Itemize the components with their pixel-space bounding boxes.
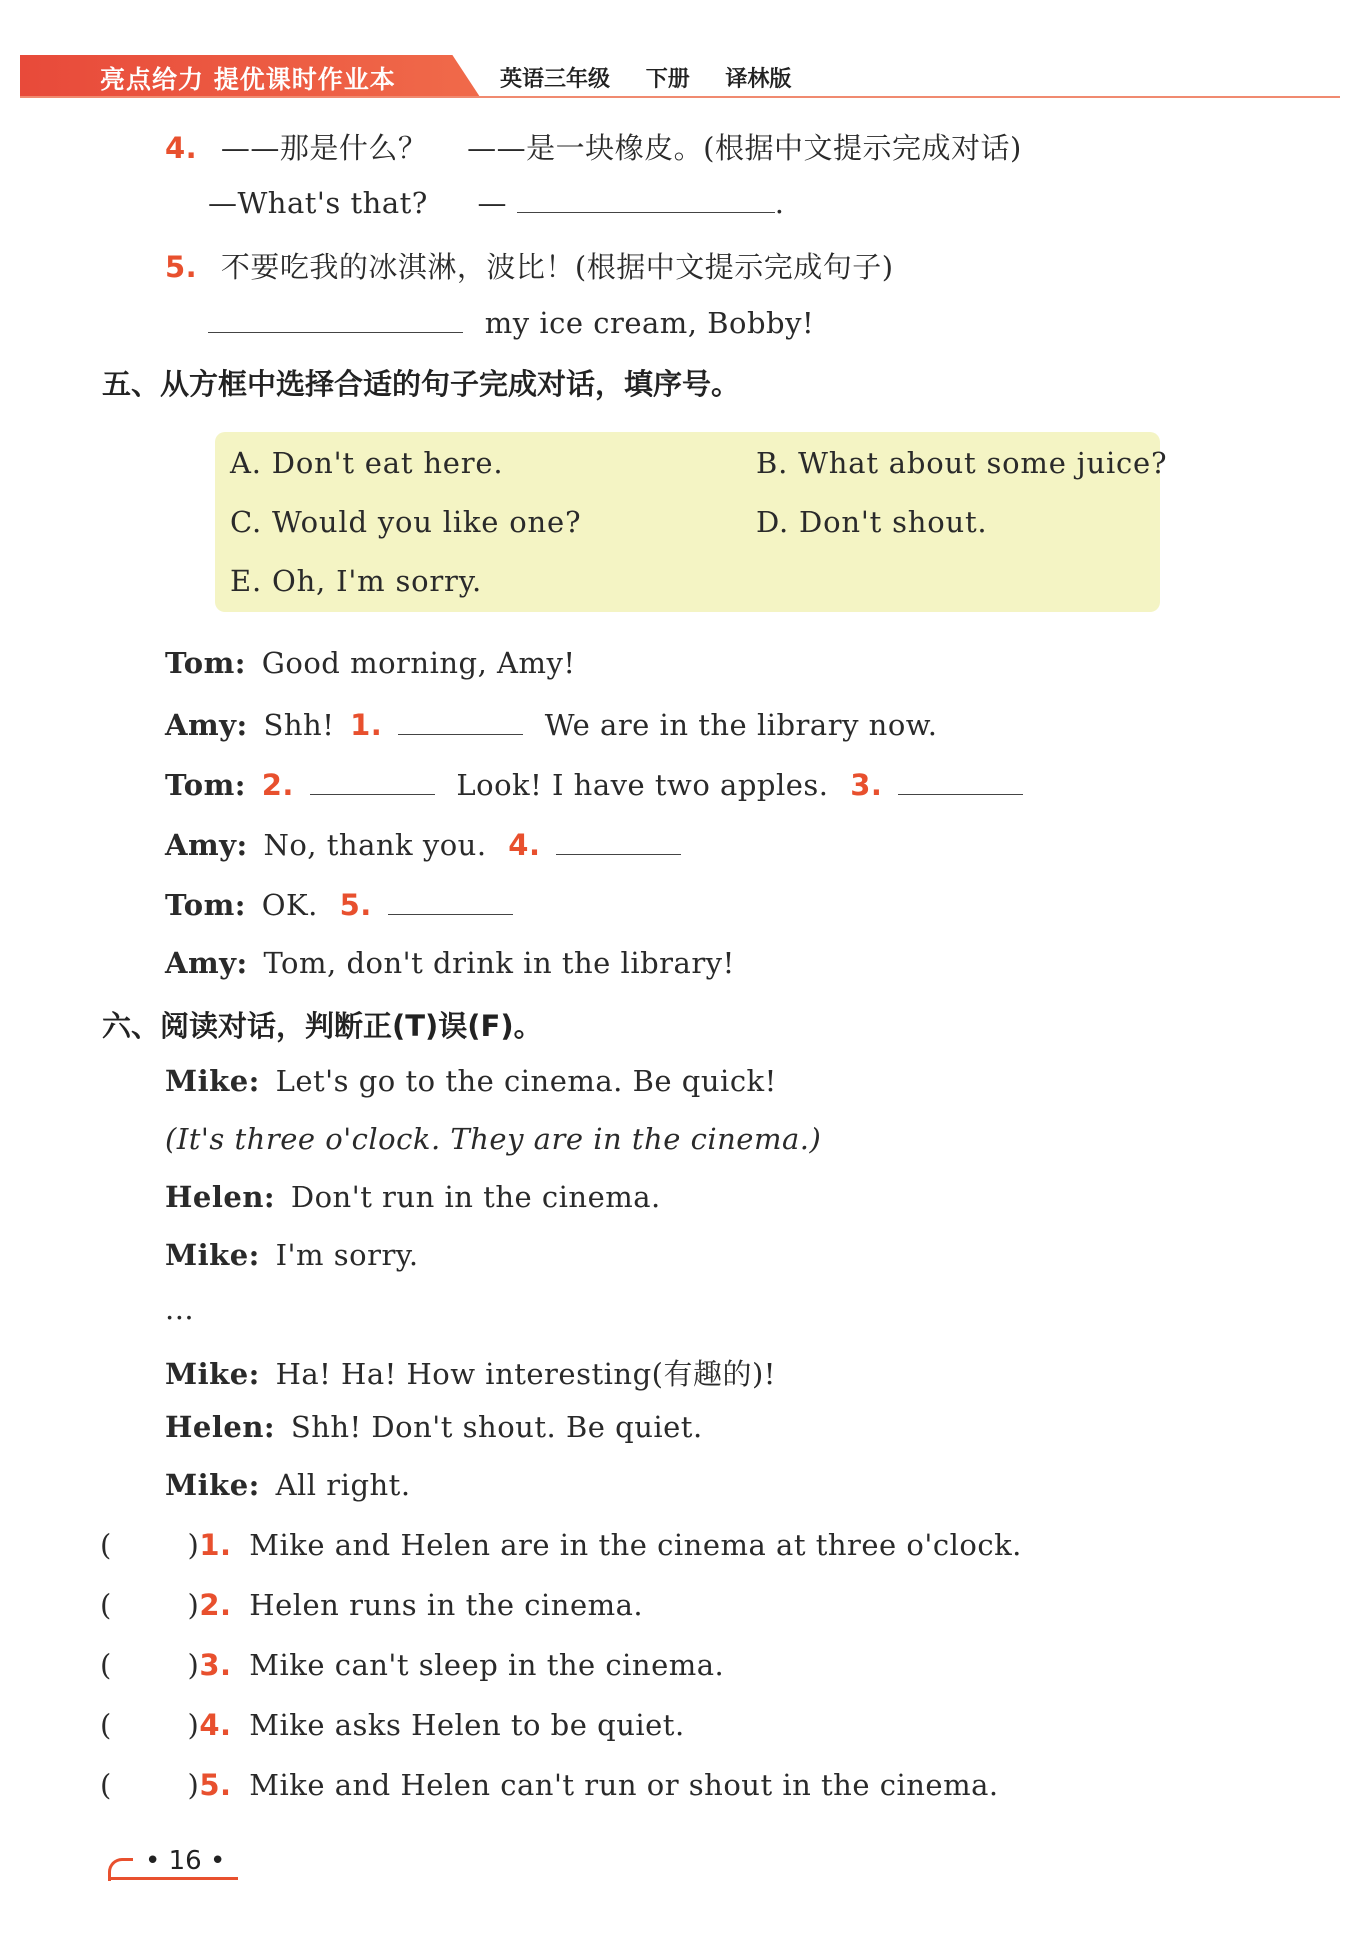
paren-close: ): [187, 1648, 200, 1682]
paren-close: ): [187, 1708, 200, 1742]
line-text: Good morning, Amy!: [261, 646, 576, 680]
line-text: No, thank you.: [263, 828, 487, 862]
dialog5-line1: [165, 646, 576, 680]
q4-prompt: [165, 126, 1022, 167]
option-c: C. Would you like one?: [230, 505, 582, 539]
paren-close: ): [187, 1528, 200, 1562]
speaker: Amy:: [165, 828, 248, 862]
q4-number: 4.: [165, 131, 198, 165]
q5-english: [208, 304, 814, 340]
tf-text: Mike can't sleep in the cinema.: [249, 1648, 725, 1682]
speaker: Mike:: [165, 1064, 260, 1098]
paren-open: (: [100, 1528, 112, 1562]
answer-blank-1[interactable]: [398, 706, 523, 735]
line-text: Ha! Ha! How interesting(有趣的)!: [275, 1357, 776, 1391]
speaker: Helen:: [165, 1410, 276, 1444]
header-divider: [20, 96, 1340, 98]
q4-en-b-end: .: [774, 186, 785, 220]
line-text: OK.: [261, 888, 318, 922]
dialog5-line3: [165, 766, 1023, 802]
section5-title: 五、从方框中选择合适的句子完成对话，填序号。: [102, 367, 741, 401]
q4-answer-blank[interactable]: [517, 184, 775, 213]
dialog5-line6: [165, 946, 735, 980]
edition-label: 译林版: [725, 67, 792, 92]
dialog6-stage-direction: (It's three o'clock. They are in the cinema.): [165, 1122, 822, 1156]
line-tail: We are in the library now.: [544, 708, 938, 742]
q4-cn-b: ——是一块橡皮。(根据中文提示完成对话): [467, 131, 1022, 165]
line-text: Let's go to the cinema. Be quick!: [275, 1064, 777, 1098]
answer-blank-3[interactable]: [898, 766, 1023, 795]
dialog6-ellipsis: ...: [165, 1292, 195, 1326]
q4-cn-a: ——那是什么？: [220, 131, 428, 165]
dialog6-line6: [165, 1352, 776, 1393]
dialog6-line7: [165, 1410, 703, 1444]
answer-blank-2[interactable]: [310, 766, 435, 795]
tf-item-2: [100, 1588, 643, 1622]
speaker: Tom:: [165, 646, 246, 680]
paren-open: (: [100, 1708, 112, 1742]
tf-text: Mike and Helen are in the cinema at three o'clock.: [249, 1528, 1022, 1562]
speaker: Mike:: [165, 1357, 260, 1391]
q5-prompt: [165, 245, 894, 286]
line-text: Don't run in the cinema.: [290, 1180, 661, 1214]
tf-number: 1.: [199, 1528, 232, 1562]
paren-close: ): [187, 1588, 200, 1622]
tf-text: Mike asks Helen to be quiet.: [249, 1708, 685, 1742]
q4-en-b-dash: —: [477, 186, 508, 220]
page-number: • 16 •: [145, 1846, 226, 1876]
q5-number: 5.: [165, 250, 198, 284]
tf-number: 5.: [199, 1768, 232, 1802]
blank-number-3: 3.: [850, 768, 883, 802]
tf-item-1: [100, 1528, 1022, 1562]
blank-number-2: 2.: [261, 768, 294, 802]
line-text: All right.: [275, 1468, 411, 1502]
paren-close: ): [187, 1768, 200, 1802]
speaker: Mike:: [165, 1238, 260, 1272]
q5-cn: 不要吃我的冰淇淋，波比！(根据中文提示完成句子): [220, 250, 894, 284]
section6-title: 六、阅读对话，判断正(T)误(F)。: [102, 1009, 543, 1043]
dialog5-line2: [165, 706, 937, 742]
answer-blank-4[interactable]: [556, 826, 681, 855]
answer-blank-5[interactable]: [388, 886, 513, 915]
paren-open: (: [100, 1588, 112, 1622]
speaker: Tom:: [165, 888, 246, 922]
tf-text: Mike and Helen can't run or shout in the cinema.: [249, 1768, 999, 1802]
blank-number-4: 4.: [508, 828, 541, 862]
paren-open: (: [100, 1768, 112, 1802]
volume-label: 下册: [645, 67, 690, 92]
option-b: B. What about some juice?: [756, 446, 1168, 480]
line-text: I'm sorry.: [275, 1238, 419, 1272]
tf-item-4: [100, 1708, 685, 1742]
speaker: Helen:: [165, 1180, 276, 1214]
line-text: Tom, don't drink in the library!: [263, 946, 735, 980]
tf-item-3: [100, 1648, 724, 1682]
blank-number-5: 5.: [339, 888, 372, 922]
q5-answer-blank[interactable]: [208, 304, 463, 333]
q4-en-a: —What's that?: [208, 186, 428, 220]
tf-number: 3.: [199, 1648, 232, 1682]
speaker: Mike:: [165, 1468, 260, 1502]
dialog5-line5: [165, 886, 513, 922]
line-text: Shh! Don't shout. Be quiet.: [290, 1410, 703, 1444]
subject-label: 英语三年级: [500, 67, 611, 92]
dialog6-line4: [165, 1238, 419, 1272]
tf-item-5: [100, 1768, 999, 1802]
tf-number: 2.: [199, 1588, 232, 1622]
option-e: E. Oh, I'm sorry.: [230, 564, 483, 598]
option-d: D. Don't shout.: [756, 505, 988, 539]
blank-number-1: 1.: [350, 708, 383, 742]
tf-text: Helen runs in the cinema.: [249, 1588, 644, 1622]
speaker: Amy:: [165, 946, 248, 980]
dialog6-line8: [165, 1468, 411, 1502]
dialog6-line3: [165, 1180, 661, 1214]
option-a: A. Don't eat here.: [230, 446, 504, 480]
q5-tail: my ice cream, Bobby!: [484, 306, 815, 340]
book-title: 亮点给力 提优课时作业本: [100, 65, 396, 94]
line-text: Shh!: [263, 708, 335, 742]
dialog5-line4: [165, 826, 681, 862]
line-text: Look! I have two apples.: [456, 768, 829, 802]
speaker: Tom:: [165, 768, 246, 802]
footer-underline: [108, 1877, 238, 1880]
dialog6-line1: [165, 1064, 777, 1098]
tf-number: 4.: [199, 1708, 232, 1742]
speaker: Amy:: [165, 708, 248, 742]
paren-open: (: [100, 1648, 112, 1682]
q4-english: [208, 184, 784, 220]
header-meta: [500, 62, 819, 93]
